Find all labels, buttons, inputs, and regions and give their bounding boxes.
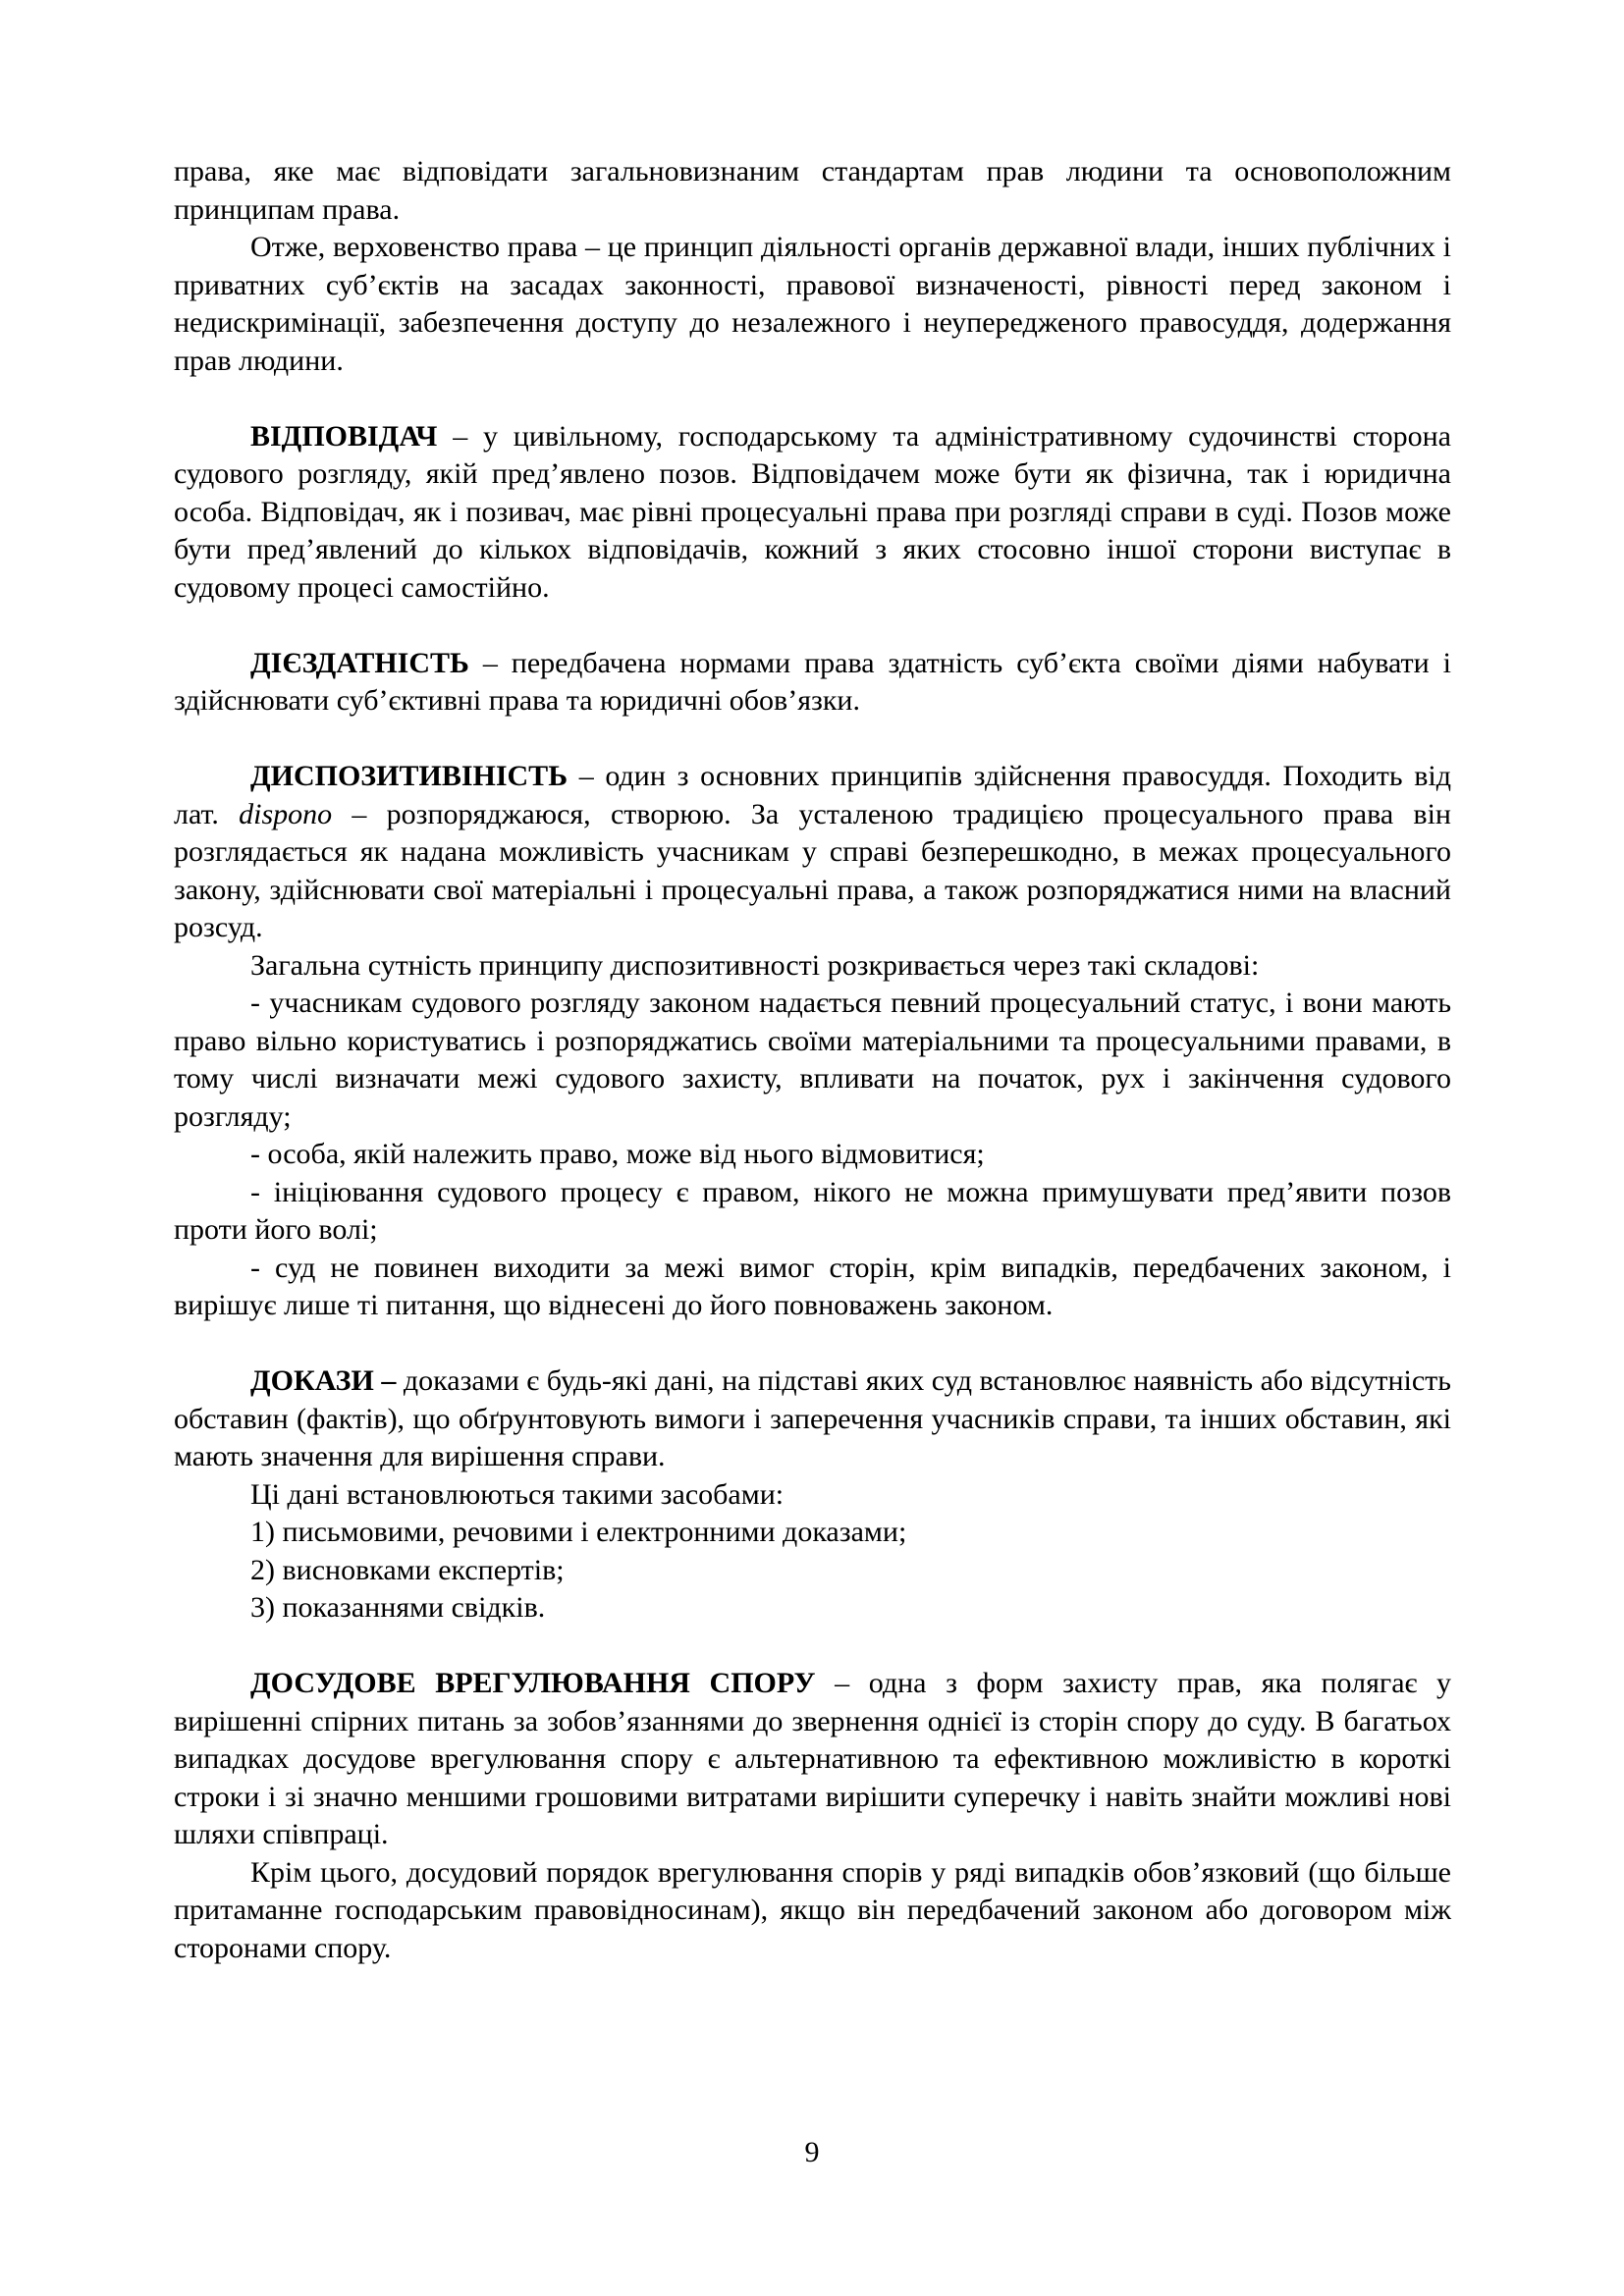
paragraph-dokazy-item-3 — [174, 1589, 1451, 1628]
paragraph-rule-of-law-continuation — [174, 153, 1451, 229]
glossary-term: ВІДПОВІДАЧ — [250, 419, 438, 453]
blank-line — [174, 380, 1451, 418]
paragraph-definition-diezdatnist — [174, 645, 1451, 721]
body-text: Крім цього, досудовий порядок врегулювання спорів у ряді випадків обов’язковий (що більше притаманне господарським правовідносинам), якщо він передбачений законом або договором між сторонами спору. — [174, 1855, 1451, 1964]
body-text: - ініціювання судового процесу є правом, нікого не можна примушувати пред’явити позов проти його волі; — [174, 1175, 1451, 1246]
glossary-term: ДІЄЗДАТНІСТЬ — [250, 646, 469, 679]
paragraph-definition-dispozitivnist — [174, 758, 1451, 947]
paragraph-dispozitivnist-item-3 — [174, 1174, 1451, 1250]
body-text: - особа, якій належить право, може від нього відмовитися; — [250, 1138, 985, 1170]
body-text: – у цивільному, господарському та адміністративному судочинстві сторона судового розгляду, якій пред’явлено позов. Відповідачем може бути як фізична, так і юридична особа. Відповідач, як і позивач, має рівні процесуальні права при розгляді справи в суді. Позов може бути пред’явлений до кількох відповідачів, кожний з яких стосовно іншої сторони виступає в судовому процесі самостійно. — [174, 419, 1451, 604]
paragraph-rule-of-law-summary — [174, 229, 1451, 380]
body-text: 2) висновками експертів; — [250, 1553, 565, 1586]
blank-line — [174, 1628, 1451, 1666]
body-text: 3) показаннями свідків. — [250, 1591, 546, 1624]
body-text: - учасникам судового розгляду законом надається певний процесуальний статус, і вони мають право вільно користуватись і розпоряджатись своїми матеріальними та процесуальними правами, в тому числі визначати межі судового захисту, впливати на початок, рух і закінчення судового розгляду; — [174, 987, 1451, 1133]
blank-line — [174, 721, 1451, 759]
blank-line — [174, 1325, 1451, 1363]
body-text: Отже, верховенство права – це принцип діяльності органів державної влади, інших публічних і приватних суб’єктів на засадах законності, правової визначеності, рівності перед законом і недискримінації, забезпечення доступу до незалежного і неупередженого правосуддя, додержання прав людини. — [174, 231, 1451, 377]
paragraph-definition-dokazy — [174, 1362, 1451, 1476]
body-text: права, яке має відповідати загальновизнаним стандартам прав людини та основоположним принципам права. — [174, 155, 1451, 226]
page-number: 9 — [804, 2136, 820, 2168]
body-text: Загальна сутність принципу диспозитивності розкривається через такі складові: — [250, 948, 1260, 982]
paragraph-definition-dosudove-vreguluvannia — [174, 1665, 1451, 1854]
glossary-term: ДИСПОЗИТИВІНІСТЬ — [250, 760, 568, 792]
paragraph-dokazy-item-2 — [174, 1552, 1451, 1590]
paragraph-dokazy-intro — [174, 1476, 1451, 1515]
paragraph-dokazy-item-1 — [174, 1514, 1451, 1552]
body-text: – передбачена нормами права здатність суб’єкта своїми діями набувати і здійснювати суб’єктивні права та юридичні обов’язки. — [174, 646, 1451, 717]
body-text: – один з основних принципів здійснення правосуддя. Походить від лат. — [174, 760, 1451, 830]
glossary-term: ДОСУДОВЕ ВРЕГУЛЮВАННЯ СПОРУ — [250, 1667, 816, 1699]
paragraph-dispozitivnist-item-1 — [174, 985, 1451, 1136]
page-text-content — [174, 153, 1451, 1967]
body-text: - суд не повинен виходити за межі вимог сторін, крім випадків, передбачених законом, і вирішує лише ті питання, що віднесені до його повноважень законом. — [174, 1251, 1451, 1321]
paragraph-dosudove-vreguluvannia-extra — [174, 1854, 1451, 1968]
paragraph-dispozitivnist-item-4 — [174, 1250, 1451, 1325]
glossary-term: ДОКАЗИ – — [250, 1364, 397, 1397]
paragraph-dispozitivnist-item-2 — [174, 1136, 1451, 1174]
latin-term: dispono — [239, 797, 333, 830]
paragraph-dispozitivnist-intro — [174, 947, 1451, 986]
body-text: 1) письмовими, речовими і електронними доказами; — [250, 1516, 907, 1548]
page-footer — [0, 2136, 1624, 2169]
blank-line — [174, 607, 1451, 645]
body-text: – одна з форм захисту прав, яка полягає у вирішенні спірних питань за зобов’язаннями до звернення однієї із сторін спору до суду. В багатьох випадках досудове врегулювання спору є альтернативною та ефективною можливістю в короткі строки і зі значно меншими грошовими витратами вирішити суперечку і навіть знайти можливі нові шляхи співпраці. — [174, 1667, 1451, 1850]
paragraph-definition-vidpovidach — [174, 418, 1451, 608]
body-text: Ці дані встановлюються такими засобами: — [250, 1477, 785, 1511]
body-text: – розпоряджаюся, створюю. За усталеною традицією процесуального права він розглядається як надана можливість учасникам у справі безперешкодно, в межах процесуального закону, здійснювати свої матеріальні і процесуальні права, а також розпоряджатися ними на власний розсуд. — [174, 797, 1451, 943]
body-text: доказами є будь-які дані, на підставі яких суд встановлює наявність або відсутність обставин (фактів), що обґрунтовують вимоги і заперечення учасників справи, та інших обставин, які мають значення для вирішення справи. — [174, 1364, 1451, 1472]
